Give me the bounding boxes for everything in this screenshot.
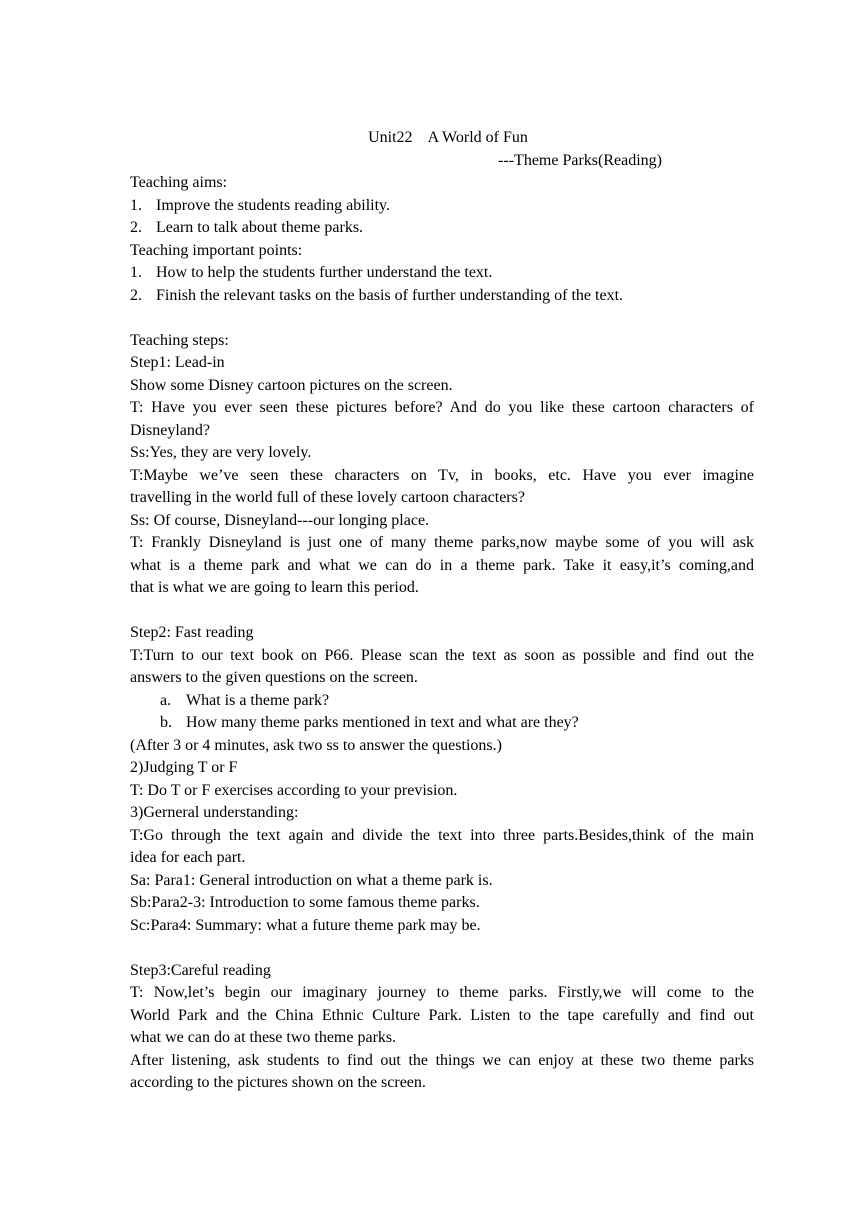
step1-text: Show some Disney cartoon pictures on the screen.: [130, 376, 453, 394]
step1-text: Ss:Yes, they are very lovely.: [130, 444, 312, 461]
step1-heading: Step1: Lead-in: [130, 354, 225, 371]
step3-text: World Park and the China Ethnic Culture Park. Listen to the tape carefully and find out: [130, 1006, 754, 1024]
list-item: [130, 285, 754, 308]
list-item: [130, 195, 754, 218]
aims-heading: Teaching aims:: [130, 174, 228, 191]
list-item: [130, 217, 754, 240]
spacer: [130, 937, 754, 960]
list-text: Improve the students reading ability.: [156, 196, 391, 214]
step1-text: that is what we are going to learn this period.: [130, 579, 419, 596]
step3-heading: Step3:Careful reading: [130, 961, 271, 979]
spacer: [130, 600, 754, 623]
list-number: 2.: [130, 286, 142, 304]
step1-text: T: Have you ever seen these pictures before? And do you like these cartoon characters of: [130, 399, 754, 416]
points-heading: Teaching important points:: [130, 241, 303, 259]
step2-subheading: 3)Gerneral understanding:: [130, 804, 299, 821]
list-number: 1.: [130, 196, 142, 214]
step2-text: (After 3 or 4 minutes, ask two ss to answer the questions.): [130, 736, 502, 754]
step2-text: Sc:Para4: Summary: what a future theme park may be.: [130, 916, 481, 934]
document-body: [130, 127, 754, 1095]
step1-text: Disneyland?: [130, 421, 210, 439]
question-text: How many theme parks mentioned in text and what are they?: [186, 714, 579, 731]
step3-text: T: Now,let’s begin our imaginary journey to theme parks. Firstly,we will come to the: [130, 984, 754, 1001]
step3-text: After listening, ask students to find out the things we can enjoy at these two theme parks: [130, 1051, 754, 1069]
step2-heading: Step2: Fast reading: [130, 624, 254, 641]
step2-text: T:Go through the text again and divide the text into three parts.Besides,think of the main: [130, 826, 754, 844]
document-subtitle: ---Theme Parks(Reading): [498, 151, 662, 169]
list-number: 2.: [130, 219, 142, 236]
list-text: Learn to talk about theme parks.: [156, 219, 364, 236]
step1-text: T:Maybe we’ve seen these characters on Tv, in books, etc. Have you ever imagine: [130, 466, 754, 484]
steps-heading: Teaching steps:: [130, 331, 229, 349]
step3-text: what we can do at these two theme parks.: [130, 1029, 397, 1046]
step1-text: T: Frankly Disneyland is just one of many theme parks,now maybe some of you will ask: [130, 534, 754, 551]
step2-text: Sb:Para2-3: Introduction to some famous theme parks.: [130, 894, 480, 911]
question-letter: b.: [160, 714, 172, 731]
step1-text: what is a theme park and what we can do in a theme park. Take it easy,it’s coming,and: [130, 556, 754, 574]
list-text: How to help the students further understand the text.: [156, 264, 493, 281]
step2-text: T:Turn to our text book on P66. Please scan the text as soon as possible and find out the: [130, 646, 754, 664]
step3-text: according to the pictures shown on the screen.: [130, 1074, 426, 1091]
list-item: [130, 262, 754, 285]
step1-text: travelling in the world full of these lovely cartoon characters?: [130, 489, 525, 506]
list-text: Finish the relevant tasks on the basis of further understanding of the text.: [156, 286, 624, 304]
step2-text: T: Do T or F exercises according to your prevision.: [130, 781, 458, 799]
spacer: [130, 307, 754, 330]
question-text: What is a theme park?: [186, 691, 330, 709]
question-letter: a.: [160, 691, 172, 709]
step2-text: answers to the given questions on the screen.: [130, 669, 418, 686]
question-item: [130, 690, 754, 713]
step1-text: Ss: Of course, Disneyland---our longing place.: [130, 511, 430, 529]
step2-text: Sa: Para1: General introduction on what a theme park is.: [130, 871, 493, 889]
list-number: 1.: [130, 264, 142, 281]
question-item: [130, 712, 754, 735]
document-title: Unit22 A World of Fun: [368, 129, 528, 146]
step2-text: idea for each part.: [130, 849, 246, 866]
step2-subheading: 2)Judging T or F: [130, 759, 238, 776]
